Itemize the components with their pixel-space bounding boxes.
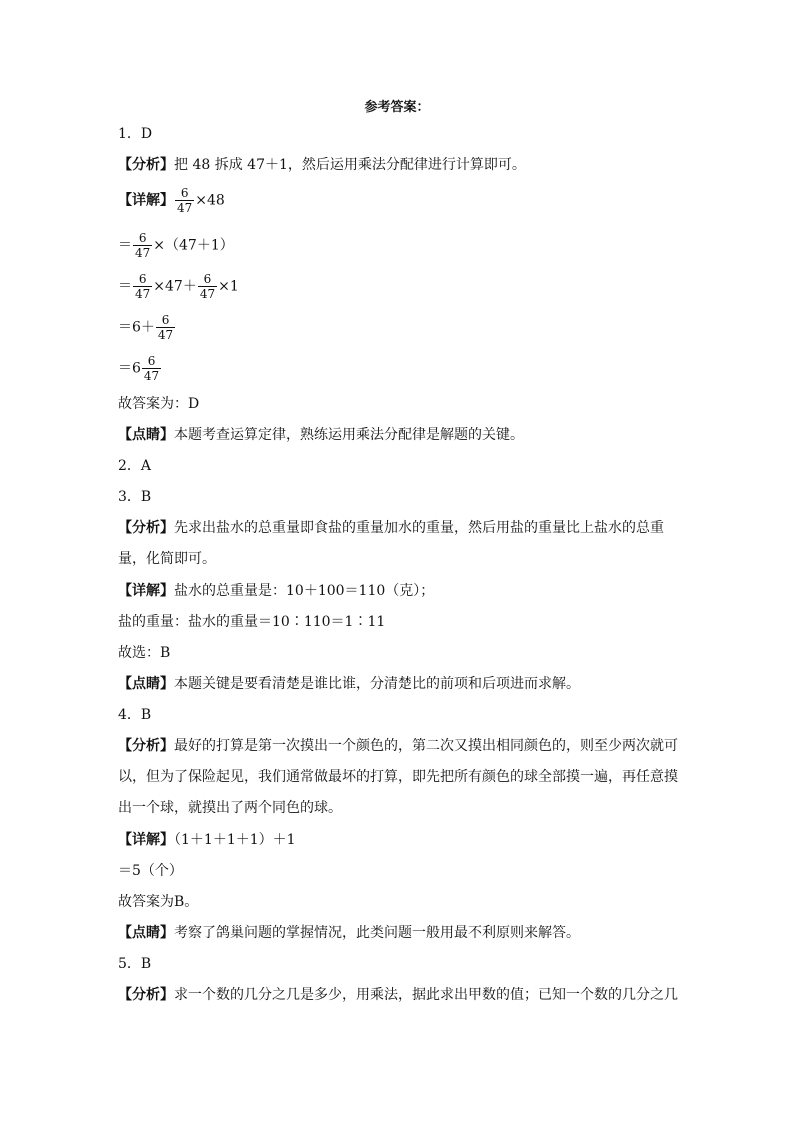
q1-comment: 【点睛】本题考查运算定律，熟练运用乘法分配律是解题的关键。 [118,427,524,443]
fraction: $\frac{6}{47}$ [199,272,216,301]
q2-answer: 2．A [118,458,152,474]
q1-analysis [118,155,526,175]
comment-label: 【点睛】 [118,427,174,443]
q1-step5: ＝6 $\frac{6}{47}$ [118,354,160,383]
fraction: $\frac{6}{47}$ [177,186,193,215]
q4-analysis: 【分析】最好的打算是第一次摸出一个颜色的，第二次又摸出相同颜色的，则至少两次就可以，但为了保险起见，我们通常做最坏的打算，即先把所有颜色的球全部摸一遍，再任意摸出一个球，就摸出了两个同色的球。 [118,738,678,816]
fraction: $\frac{6}{47}$ [135,272,151,301]
q3-analysis: 【分析】先求出盐水的总重量即食盐的重量加水的重量，然后用盐的重量比上盐水的总重量，化简即可。 [118,520,664,567]
q4-detail: 【详解】（1＋1＋1＋1）＋1 [118,832,296,848]
fraction: $\frac{6}{47}$ [157,313,174,342]
q4-conclusion: 故答案为B。 [118,894,199,910]
q1-conclusion: 故答案为：D [118,396,200,412]
q3-conclusion: 故选：B [118,645,171,661]
analysis-label: 【分析】 [118,738,174,754]
q1-step3: ＝ $\frac{6}{47}$ ×47＋ $\frac{6}{47}$ ×1 [118,272,239,301]
detail-label: 【详解】 [118,583,174,599]
detail-label: 【详解】 [118,832,174,848]
page-title: 参考答案： [364,100,430,115]
detail-label: 【详解】 [118,192,174,209]
q3-detail2: 盐的重量：盐水的重量＝10∶110＝1∶11 [118,614,386,630]
q4-comment: 【点睛】考察了鸽巢问题的掌握情况，此类问题一般用最不利原则来解答。 [118,925,580,941]
q4-answer: 4．B [118,707,152,723]
fraction: $\frac{6}{47}$ [135,231,151,260]
q1-answer: 1．D [118,126,153,142]
q3-comment: 【点睛】本题关键是要看清楚是谁比谁，分清楚比的前项和后项进而求解。 [118,676,580,692]
q1-step2: ＝ $\frac{6}{47}$ ×（47＋1） [118,231,234,260]
comment-label: 【点睛】 [118,925,174,941]
fraction: $\frac{6}{47}$ [143,354,160,383]
q3-answer: 3．B [118,489,152,505]
q3-detail: 【详解】盐水的总重量是：10＋100＝110（克）； [118,583,435,599]
analysis-label: 【分析】 [118,157,174,173]
q5-analysis: 【分析】求一个数的几分之几是多少，用乘法，据此求出甲数的值；已知一个数的几分之几 [118,987,678,1003]
analysis-label: 【分析】 [118,520,174,536]
q5-answer: 5．B [118,956,152,972]
analysis-label: 【分析】 [118,987,174,1003]
q1-analysis-text: 把 48 拆成 47＋1，然后运用乘法分配律进行计算即可。 [174,157,526,173]
comment-label: 【点睛】 [118,676,174,692]
q4-detail2: ＝5（个） [118,863,183,879]
q1-step1: 【详解】 $\frac{6}{47}$ ×48 [118,186,225,215]
q1-step4: ＝6＋ $\frac{6}{47}$ [118,313,174,342]
